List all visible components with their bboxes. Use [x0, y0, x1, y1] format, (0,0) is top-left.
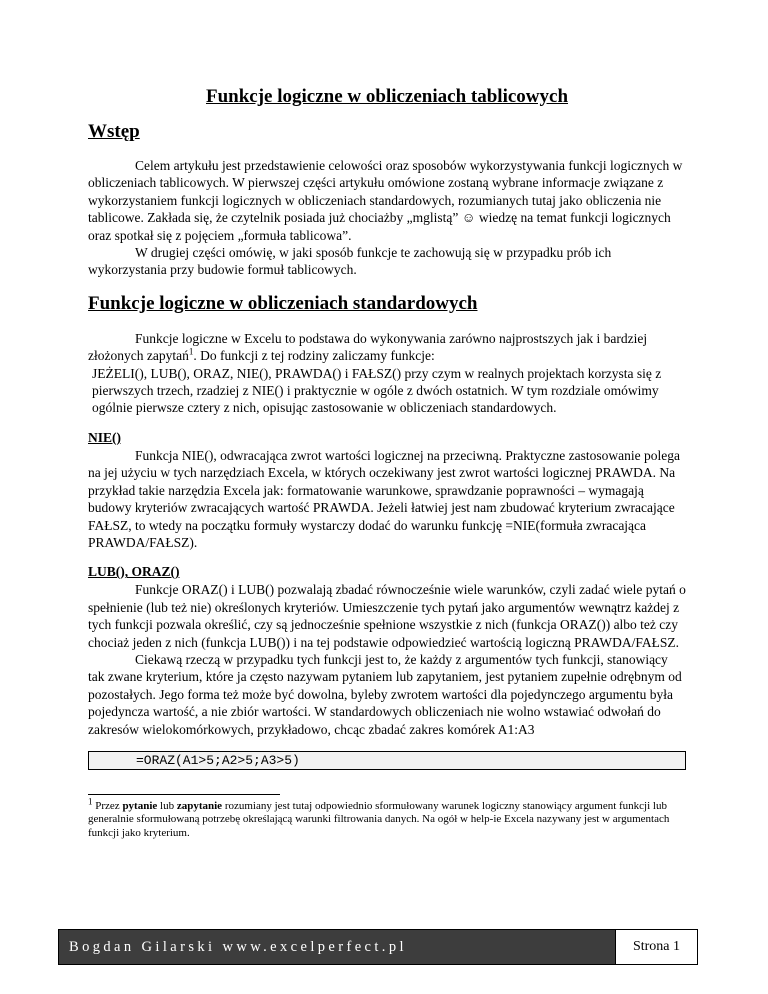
footnote: $^1$ Przez pytanie lub zapytanie rozumiany jest tutaj odpowiednio sformułowany warunek logiczny stanowiący argument funkcji lub generalnie sformułowaną potrzebę określającą warunki filtrowania danych. Na ogół w help-ie Excela nazywany jest w argumentach funkcji jako kryterium. [88, 796, 670, 839]
lub-oraz-heading: LUB(), ORAZ() [88, 564, 180, 580]
footnote-ref: 1 [188, 346, 194, 357]
document-page [88, 84, 686, 840]
footer-page-number: Strona 1 [615, 930, 697, 964]
page-footer [58, 929, 698, 965]
standard-heading: Funkcje logiczne w obliczeniach standardowych [88, 292, 478, 314]
formula-example: =ORAZ(A1>5;A2>5;A3>5) [88, 751, 686, 770]
lub-oraz-paragraph-1: Funkcje ORAZ() i LUB() pozwalają zbadać równocześnie wiele warunków, czyli zadać wiele pytań o spełnienie (lub też nie) określonych kryteriów. Umieszczenie tych pytań jako argumentów wewnątrz każdej z tych funkcji pozwala określić, czy są jednocześnie spełnione wszystkie z nich (funkcja ORAZ()) albo też czy chociaż jeden z nich (funkcja LUB()) i na tej podstawie odpowiedzieć wartością logiczną PRAWDA/FAŁSZ. [88, 582, 686, 650]
standard-paragraph-2: JEŻELI(), LUB(), ORAZ, NIE(), PRAWDA() i FAŁSZ() przy czym w realnych projektach korzysta się z pierwszych trzech, rzadziej z NIE() i praktycznie w ogóle z dwóch ostatnich. W tym rozdziale omówimy ogólnie pierwsze cztery z nich, opisując zastosowanie w obliczeniach standardowych. [92, 365, 662, 416]
footer-author-site: Bogdan Gilarski www.excelperfect.pl [59, 930, 615, 964]
intro-heading: Wstęp [88, 121, 140, 142]
document-title: Funkcje logiczne w obliczeniach tablicowych [205, 86, 569, 107]
lub-oraz-paragraph-2: Ciekawą rzeczą w przypadku tych funkcji jest to, że każdy z argumentów tych funkcji, stanowiący tak zwane kryterium, które ja często nazywam pytaniem lub zapytaniem, jest pytaniem zupełnie odrębnym od pozostałych. Jego forma też może być dowolna, byleby zwrotem wartości dla pojedynczego argumentu była pojedyncza wartość, a nie zbiór wartości. W standardowych obliczeniach nie wolno wstawiać odwołań do zakresów wielokomórkowych, przykładowo, chcąc zbadać zakres komórek A1:A3 [88, 651, 682, 737]
nie-paragraph: Funkcja NIE(), odwracająca zwrot wartości logicznej na przeciwną. Praktyczne zastosowanie polega na jej użyciu w tych narzędziach Excela, w których oczekiwany jest zwrot wartości logicznej PRAWDA. Na przykład takie narzędzia Excela jak: formatowanie warunkowe, sprawdzanie poprawności – wymagają budowy kryteriów zwracających wartość PRAWDA. Jeżeli łatwiej jest nam zbudować kryterium zwracające FAŁSZ, to wtedy na początku formuły wystarczy dodać do warunku funkcję =NIE(formuła zwracająca PRAWDA/FAŁSZ). [88, 447, 681, 550]
nie-heading: NIE() [88, 429, 121, 445]
intro-paragraph-2: W drugiej części omówię, w jaki sposób funkcje te zachowują się w przypadku prób ich wykorzystania przy budowie formuł tablicowych. [88, 245, 612, 278]
standard-paragraph-1: Funkcje logiczne w Excelu to podstawa do wykonywania zarówno najprostszych jak i bardziej złożonych zapytań$^1$. Do funkcji z tej rodziny zaliczamy funkcje: [88, 330, 648, 364]
intro-paragraph-1: Celem artykułu jest przedstawienie celowości oraz sposobów wykorzystywania funkcji logicznych w obliczeniach tablicowych. W pierwszej części artykułu omówione zostaną wybrane informacje związane z wykorzystaniem funkcji logicznych w obliczeniach standardowych, rozumianych tutaj jako obliczenia nie tablicowe. Zakłada się, że czytelnik posiada już chociażby „mglistą” ☺ wiedzę na temat funkcji logicznych oraz spotkał się z pojęciem „formuła tablicowa”. [88, 158, 683, 243]
